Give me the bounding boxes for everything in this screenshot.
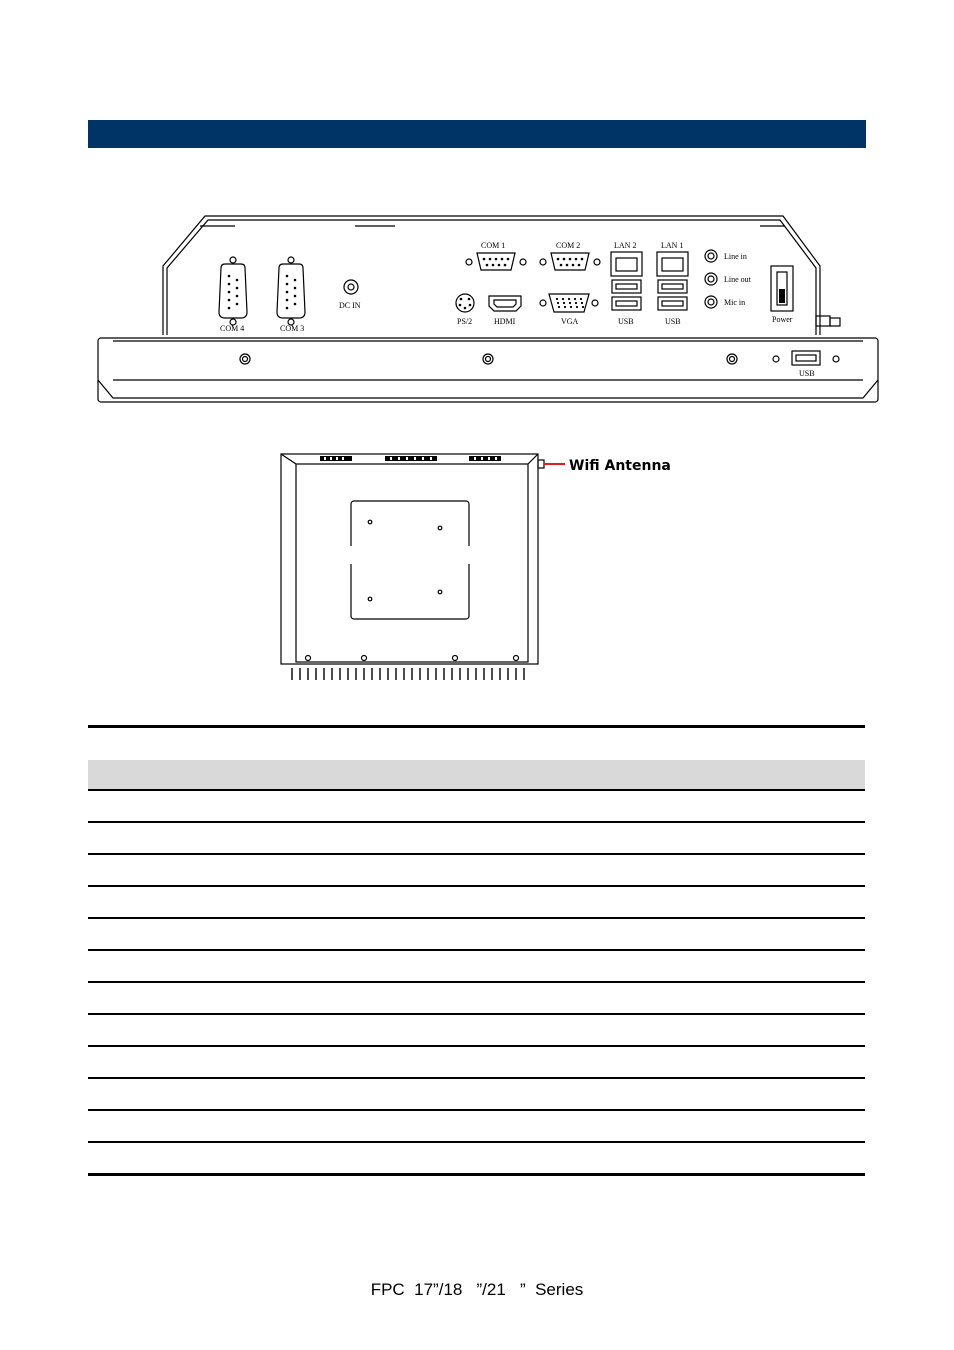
rear-panel-diagram [278,446,678,686]
io-panel-diagram [95,208,885,408]
label-usb-a: USB [618,317,634,326]
table-rule [88,1013,865,1015]
label-vga: VGA [561,317,579,326]
section-header-bar [88,120,866,148]
table-rule [88,789,865,791]
table-rule [88,917,865,919]
table-rule [88,981,865,983]
table-rule [88,1045,865,1047]
page-footer: FPC 17”/18 ”/21 ” Series [370,1280,584,1299]
label-com1: COM 1 [481,241,506,250]
table-rule [88,1077,865,1079]
table-rule-top [88,725,865,728]
table-rule [88,885,865,887]
table-rule-bottom [88,1173,865,1176]
label-lan2: LAN 2 [614,241,637,250]
label-com3: COM 3 [280,324,305,333]
table-header-row [88,760,865,789]
table-rule [88,1141,865,1143]
label-power: Power [772,315,793,324]
label-line-out: Line out [724,275,751,284]
label-ps2: PS/2 [457,317,473,326]
table-rule [88,821,865,823]
label-com2: COM 2 [556,241,581,250]
table-rule [88,1109,865,1111]
label-usb-b: USB [665,317,681,326]
label-dc-in: DC IN [339,301,361,310]
wifi-antenna-label: Wifi Antenna [569,458,671,474]
table-rule [88,949,865,951]
table-rule [88,853,865,855]
label-line-in: Line in [724,252,747,261]
label-lan1: LAN 1 [661,241,684,250]
label-mic-in: Mic in [724,298,746,307]
label-hdmi: HDMI [494,317,516,326]
label-com4: COM 4 [220,324,245,333]
label-usb-front: USB [799,369,815,378]
